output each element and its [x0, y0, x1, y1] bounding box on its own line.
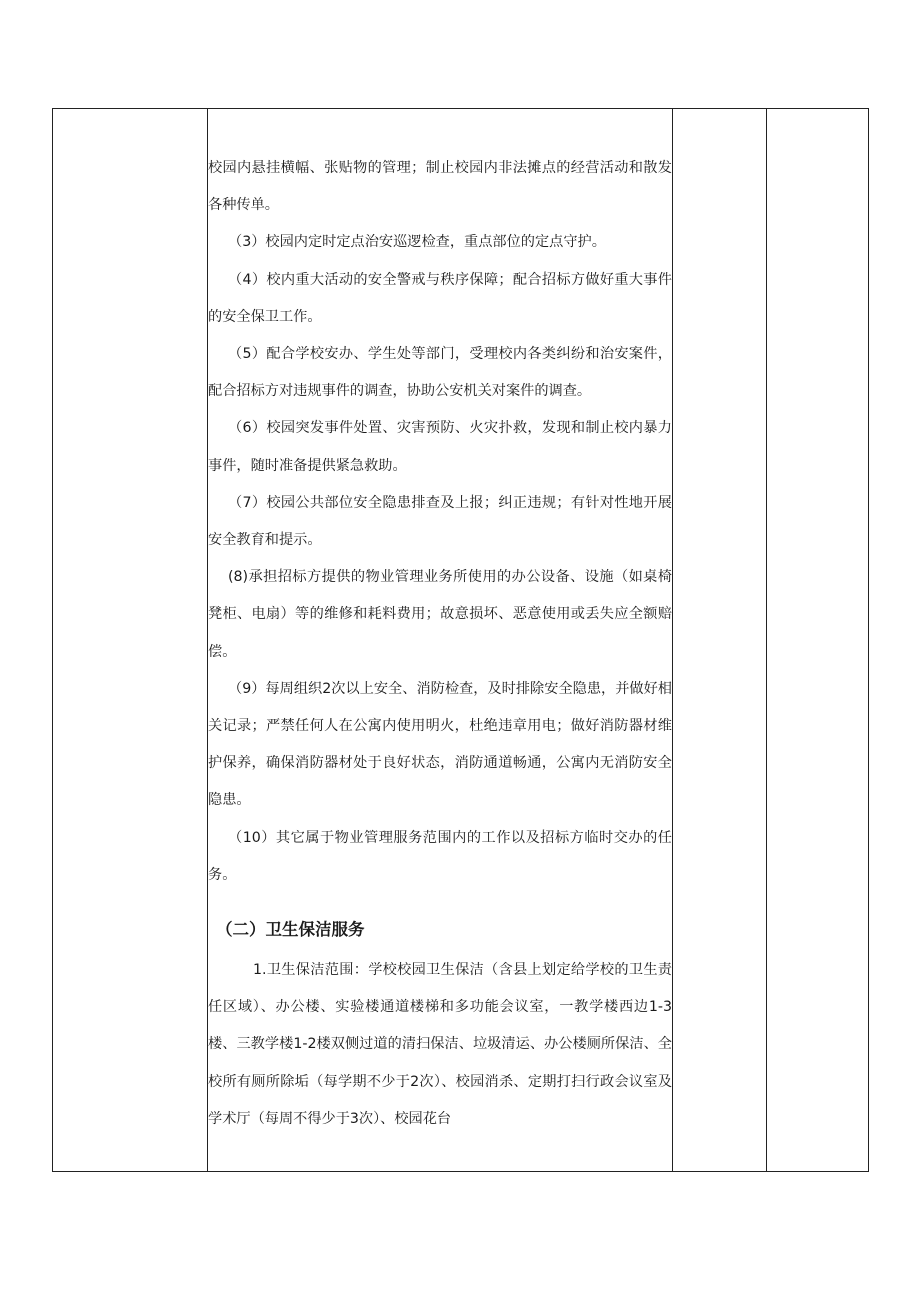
table-content-cell [208, 150, 672, 1138]
paragraph-item-5: （5）配合学校安办、学生处等部门，受理校内各类纠纷和治安案件，配合招标方对违规事件的调查，协助公安机关对案件的调查。 [208, 346, 672, 400]
section-heading-sanitation: （二）卫生保洁服务 [216, 920, 365, 940]
paragraph-item-10: （10）其它属于物业管理服务范围内的工作以及招标方临时交办的任务。 [208, 829, 672, 883]
paragraph-item-7: （7）校园公共部位安全隐患排查及上报；纠正违规；有针对性地开展安全教育和提示。 [208, 494, 672, 549]
paragraph-continuation: 校园内悬挂横幅、张贴物的管理；制止校园内非法摊点的经营活动和散发各种传单。 [208, 160, 672, 214]
table-column-divider-3 [766, 109, 767, 1171]
paragraph-item-4: （4）校内重大活动的安全警戒与秩序保障；配合招标方做好重大事件的安全保卫工作。 [208, 271, 672, 325]
paragraph-item-6: （6）校园突发事件处置、灾害预防、火灾扑救，发现和制止校内暴力事件，随时准备提供紧急救助。 [208, 420, 672, 474]
paragraph-item-8: (8)承担招标方提供的物业管理业务所使用的办公设备、设施（如桌椅凳柜、电扇）等的维修和耗料费用；故意损坏、恶意使用或丢失应全额赔偿。 [208, 569, 672, 660]
paragraph-item-3: （3）校园内定时定点治安巡逻检查，重点部位的定点守护。 [228, 234, 606, 251]
table-column-divider-2 [672, 109, 673, 1171]
paragraph-sanitation-scope: 1.卫生保洁范围：学校校园卫生保洁（含县上划定给学校的卫生责任区域）、办公楼、实验楼通道楼梯和多功能会议室，一教学楼西边1-3楼、三教学楼1-2楼双侧过道的清扫保洁、垃圾清运、办公楼厕所保洁、全校所有厕所除垢（每学期不少于2次）、校园消杀、定期打扫行政会议室及学术厅（每周不得少于3次）、校园花台 [208, 962, 672, 1127]
paragraph-item-9: （9）每周组织2次以上安全、消防检查，及时排除安全隐患，并做好相关记录；严禁任何人在公寓内使用明火，杜绝违章用电；做好消防器材维护保养，确保消防器材处于良好状态，消防通道畅通，公寓内无消防安全隐患。 [208, 680, 672, 809]
